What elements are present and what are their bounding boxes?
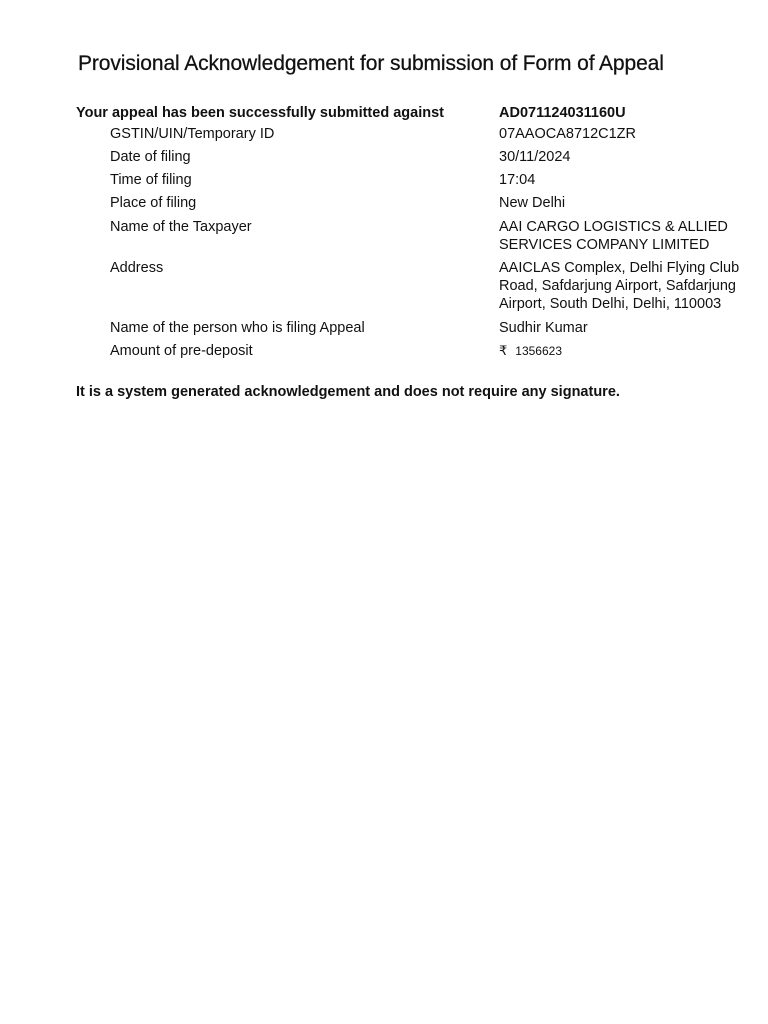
field-value-pre-deposit	[499, 342, 759, 361]
field-value-address: AAICLAS Complex, Delhi Flying Club Road, Safdarjung Airport, Safdarjung Airport, South Delhi, Delhi, 110003	[499, 260, 740, 312]
appeal-reference-number: AD071124031160U	[499, 105, 626, 121]
field-value-filer-name: Sudhir Kumar	[499, 320, 588, 336]
page-title: Provisional Acknowledgement for submission of Form of Appeal	[78, 52, 664, 75]
field-value-place-of-filing: New Delhi	[499, 195, 566, 211]
appeal-reference-label: Your appeal has been successfully submitted against	[76, 105, 444, 121]
field-value-gstin: 07AAOCA8712C1ZR	[499, 126, 637, 142]
field-label-gstin: GSTIN/UIN/Temporary ID	[110, 126, 275, 142]
field-value-taxpayer-name: AAI CARGO LOGISTICS & ALLIED SERVICES COMPANY LIMITED	[499, 219, 728, 253]
field-label-time-of-filing: Time of filing	[110, 172, 192, 188]
pre-deposit-amount: 1356623	[515, 344, 562, 358]
field-label-filer-name: Name of the person who is filing Appeal	[110, 320, 365, 336]
field-value-date-of-filing: 30/11/2024	[499, 149, 571, 165]
field-value-time-of-filing: 17:04	[499, 172, 536, 188]
rupee-symbol: ₹	[499, 344, 508, 359]
field-label-taxpayer-name: Name of the Taxpayer	[110, 219, 252, 235]
field-label-place-of-filing: Place of filing	[110, 195, 197, 211]
field-label-date-of-filing: Date of filing	[110, 149, 191, 165]
field-label-address: Address	[110, 260, 164, 276]
system-generated-note: It is a system generated acknowledgement and does not require any signature.	[76, 384, 620, 400]
field-label-pre-deposit: Amount of pre-deposit	[110, 343, 253, 359]
